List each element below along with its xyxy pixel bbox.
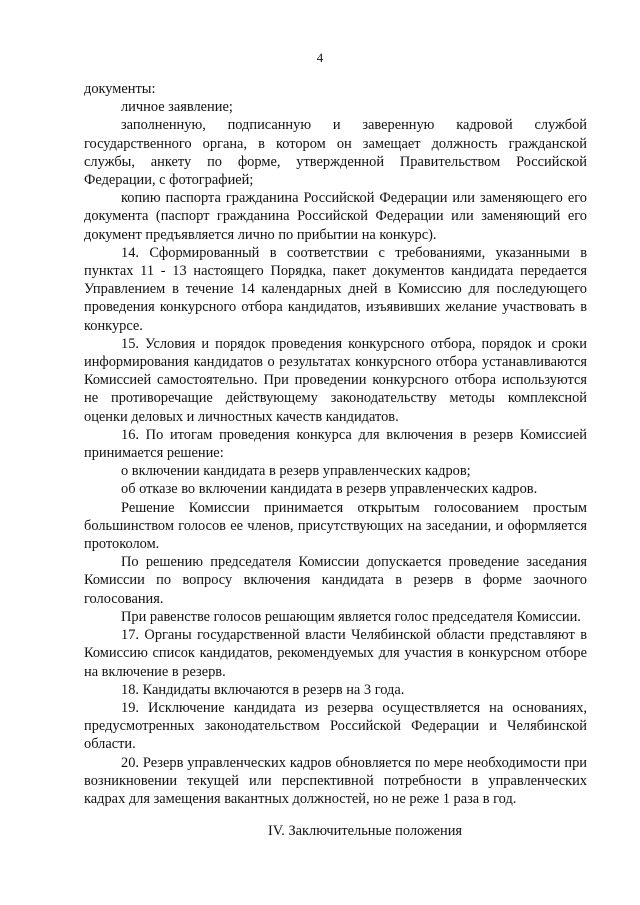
- paragraph: 18. Кандидаты включаются в резерв на 3 года.: [121, 681, 405, 698]
- paragraph: о включении кандидата в резерв управленческих кадров;: [121, 463, 471, 480]
- paragraph: 16. По итогам проведения конкурса для включения в резерв Комиссией принимается решение:: [84, 426, 587, 462]
- paragraph: 17. Органы государственной власти Челябинской области представляют в Комиссию список кандидатов, рекомендуемых для участия в конкурсном отборе на включение в резерв.: [84, 627, 587, 680]
- page-number: 4: [316, 50, 324, 65]
- paragraph: личное заявление;: [121, 99, 233, 116]
- paragraph: 14. Сформированный в соответствии с требованиями, указанными в пунктах 11 - 13 настоящего Порядка, пакет документов кандидата передается Управлением в течение 14 календарных дней в Комиссию для последующего проведения конкурсного отбора кандидатов, изъявивших желание участвовать в конкурсе.: [84, 244, 587, 334]
- paragraph: 20. Резерв управленческих кадров обновляется по мере необходимости при возникновении текущей или перспективной потребности в управленческих кадрах для замещения вакантных должностей, но не реже 1 раза в год.: [84, 754, 587, 807]
- paragraph: Решение Комиссии принимается открытым голосованием простым большинством голосов ее членов, присутствующих на заседании, и оформляется протоколом.: [84, 499, 587, 553]
- paragraph: об отказе во включении кандидата в резерв управленческих кадров.: [121, 481, 538, 498]
- paragraph: 15. Условия и порядок проведения конкурсного отбора, порядок и сроки информирования кандидатов о результатах конкурсного отбора устанавливаются Комиссией самостоятельно. При проведении конкурсного отбора используются не противоречащие действующему законодательству методы комплексной оценки деловых и личностных качеств кандидатов.: [84, 335, 587, 425]
- paragraph: документы:: [84, 81, 156, 97]
- paragraph: При равенстве голосов решающим является голос председателя Комиссии.: [121, 608, 581, 625]
- paragraph: копию паспорта гражданина Российской Федерации или заменяющего его документа (паспорт гражданина Российской Федерации или заменяющий его документ предъявляется лично по прибытии на конкурс).: [84, 190, 587, 243]
- paragraph: заполненную, подписанную и заверенную кадровой службой государственного органа, в котором он замещает должность гражданской службы, анкету по форме, утвержденной Правительством Российской Федерации, с фотографией;: [84, 117, 587, 189]
- paragraph: По решению председателя Комиссии допускается проведение заседания Комиссии по вопросу включения кандидата в резерв в форме заочного голосования.: [84, 554, 587, 607]
- document-body: [84, 80, 587, 808]
- section-heading: IV. Заключительные положения: [267, 823, 463, 839]
- paragraph: 19. Исключение кандидата из резерва осуществляется на основаниях, предусмотренных законодательством Российской Федерации и Челябинской области.: [84, 699, 587, 753]
